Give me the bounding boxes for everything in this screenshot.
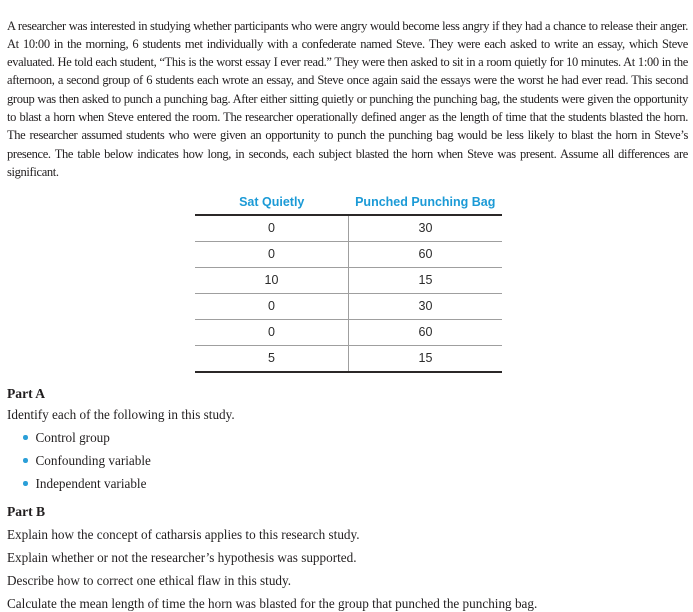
table-row	[195, 293, 502, 319]
table-cell: 60	[349, 319, 503, 345]
table-cell: 30	[349, 293, 503, 319]
table-cell: 30	[349, 215, 503, 242]
intro-paragraph: A researcher was interested in studying whether participants who were angry would become less angry if they had a chance to release their anger. At 10:00 in the morning, 6 students met individually with a confederate named Steve. They were each asked to write an essay, which Steve evaluated. He told each student, “This is the worst essay I ever read.” They were then asked to sit in a room quietly for 10 minutes. At 1:00 in the afternoon, a second group of 6 students each wrote an essay, and Steve once again said the essays were the worst he had ever read. This second group was then asked to punch a punching bag. After either sitting quietly or punching the punching bag, the students were given the opportunity to blast a horn when Steve entered the room. The researcher operationally defined anger as the length of time that the students blasted the horn. The researcher assumed students who were given an opportunity to punch the punching bag would be less likely to blast the horn in Steve’s presence. The table below indicates how long, in seconds, each subject blasted the horn when Steve was present. Assume all differences are significant.	[7, 18, 688, 179]
table-cell: 5	[268, 351, 275, 366]
list-item	[7, 453, 688, 469]
part-b-item-catharsis: Explain how the concept of catharsis applies to this research study.	[7, 526, 360, 542]
table-row	[195, 345, 502, 372]
table-row	[195, 267, 502, 293]
bullet-icon	[23, 435, 28, 440]
part-b-heading: Part B	[7, 503, 46, 519]
table-row	[195, 215, 502, 242]
table-cell: 15	[349, 345, 503, 372]
table-row	[195, 241, 502, 267]
table-row	[195, 319, 502, 345]
list-item	[7, 430, 688, 446]
table-header-row	[195, 194, 502, 215]
table-cell: 15	[349, 267, 503, 293]
part-a-intro: Identify each of the following in this study.	[7, 406, 235, 422]
part-a-bullet-list	[7, 430, 688, 492]
results-table	[195, 194, 502, 373]
table-cell: 0	[268, 299, 275, 314]
column-header-sat-quietly: Sat Quietly	[239, 194, 305, 209]
part-a-section	[7, 386, 688, 492]
list-item	[7, 476, 688, 492]
part-a-heading: Part A	[7, 385, 46, 401]
part-b-section	[7, 504, 688, 612]
column-header-punched-punching-bag: Punched Punching Bag	[355, 194, 496, 209]
bullet-label: Confounding variable	[35, 452, 151, 468]
table-cell: 60	[349, 241, 503, 267]
part-b-item-ethical-flaw: Describe how to correct one ethical flaw in this study.	[7, 572, 292, 588]
bullet-label: Independent variable	[35, 475, 147, 491]
bullet-icon	[23, 458, 28, 463]
bullet-label: Control group	[35, 429, 110, 445]
part-b-item-mean-calculation: Calculate the mean length of time the horn was blasted for the group that punched the punching bag.	[7, 595, 538, 611]
table-cell: 10	[264, 273, 279, 288]
table-cell: 0	[268, 247, 275, 262]
table-cell: 0	[268, 325, 275, 340]
part-b-item-hypothesis: Explain whether or not the researcher’s hypothesis was supported.	[7, 549, 357, 565]
bullet-icon	[23, 481, 28, 486]
table-cell: 0	[268, 221, 275, 236]
